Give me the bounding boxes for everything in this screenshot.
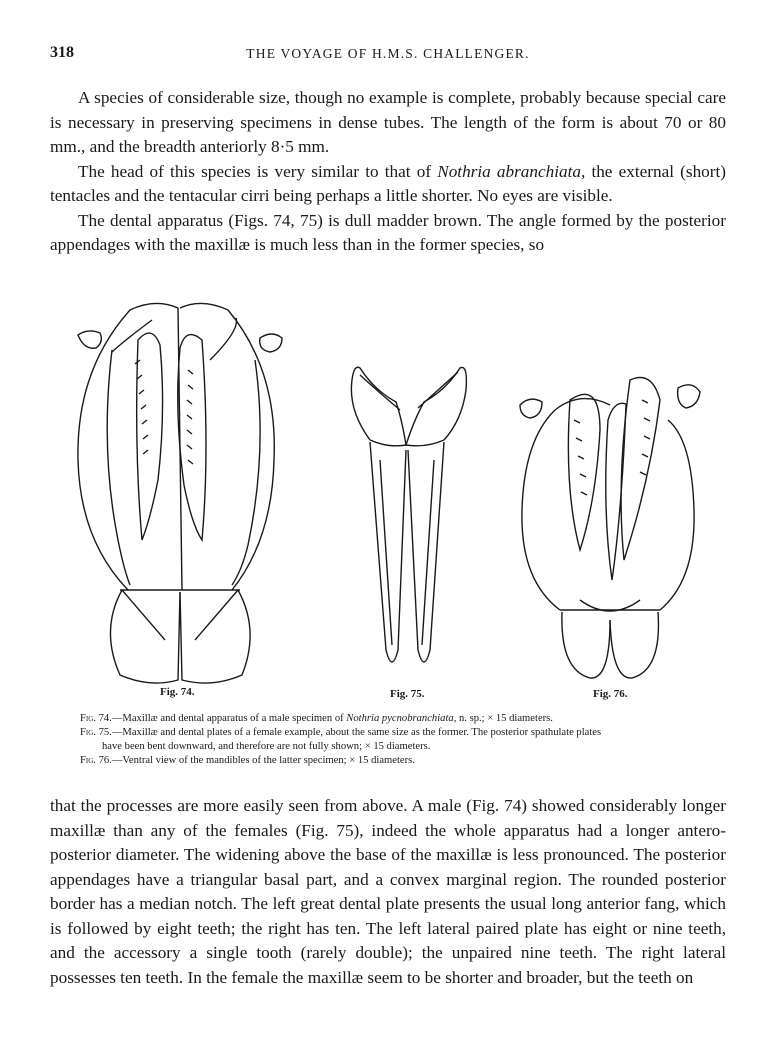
fig-74-drawing — [60, 300, 300, 690]
figure-label: Fig. 76. — [593, 688, 628, 700]
page-header — [50, 44, 726, 68]
caption-line: Fig. 75.—Maxillæ and dental plates of a female example, about the same size as the former. The posterior spathulate plates — [80, 727, 602, 738]
paragraph: The head of this species is very similar to that of Nothria abranchiata, the external (short) tentacles and the tentacular cirri being perhaps a little shorter. No eyes are visible. — [50, 161, 726, 205]
caption-line: have been bent downward, and therefore are not fully shown; × 15 diameters. — [102, 741, 431, 752]
paragraph: A species of considerable size, though no example is complete, probably because special care is necessary in preserving specimens in dense tubes. The length of the form is about 70 or 80 mm., and the breadth anteriorly 8·5 mm. — [50, 88, 726, 156]
fig-76-drawing — [500, 360, 720, 690]
paragraph: that the processes are more easily seen from above. A male (Fig. 74) showed considerably longer maxillæ than any of the females (Fig. 75), indeed the whole apparatus had a longer antero-posterior diameter. The widening above the base of the maxillæ is less pronounced. The posterior appendages have a triangular basal part, and a convex marginal region. The rounded posterior border has a median notch. The left great dental plate presents the usual long anterior fang, which is followed by eight teeth; the right has ten. The left lateral paired plate has eight or nine teeth, and the accessory a single tooth (rarely double); the unpaired nine teeth. The right lateral possesses ten teeth. In the female the maxillæ seem to be shorter and broader, but the teeth on — [50, 796, 726, 987]
figure-plate — [0, 300, 776, 700]
page-number: 318 — [50, 44, 74, 61]
body-text-bottom — [50, 794, 726, 990]
caption-line: Fig. 76.—Ventral view of the mandibles of the latter specimen; × 15 diameters. — [80, 755, 415, 766]
figure-label: Fig. 75. — [390, 688, 425, 700]
caption-line: Fig. 74.—Maxillæ and dental apparatus of a male specimen of Nothria pycnobranchiata, n. sp.; × 15 diameters. — [80, 713, 553, 724]
species-name: Nothria abranchiata — [437, 161, 581, 181]
species-name: Nothria pycnobranchiata — [346, 713, 454, 724]
running-title: THE VOYAGE OF H.M.S. CHALLENGER. — [246, 46, 530, 61]
figure-label: Fig. 74. — [160, 686, 195, 698]
paragraph: The dental apparatus (Figs. 74, 75) is dull madder brown. The angle formed by the posterior appendages with the maxillæ is much less than in the former species, so — [50, 210, 726, 254]
fig-75-drawing — [330, 350, 480, 690]
body-text-top — [50, 86, 726, 258]
figure-captions — [80, 712, 720, 768]
